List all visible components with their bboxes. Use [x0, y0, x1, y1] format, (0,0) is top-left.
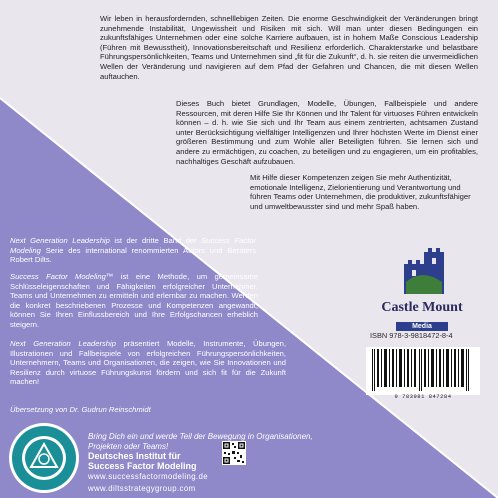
book-title-2: Next Generation Leadership [10, 339, 116, 348]
intro-paragraph: Wir leben in herausfordernden, schnelllebigen Zeiten. Die enorme Geschwindigkeit der Veränderungen bringt zunehmende Instabilität, Ungewissheit und Risiken mit sich. Will man unter diesen Bedingungen ein zukunftsfähiges Unternehmen oder eine solche Karriere aufbauen, ist in hohem Maße Conscious Leadership (Führen mit Bewusstheit), Innovationsbereitschaft und Resilienz erforderlich. Charakterstarke und belastbare Führungspersönlichkeiten, Teams und Unternehmen sind „fit für die Zukunft“, d. h. sie reiten die unvermeidlichen Wellen der Veränderung und navigieren auf dem Pfad der Gefahren und Chancen, die mit diesen Wellen auftauchen. [100, 14, 478, 81]
series-name: Success Factor Modeling [10, 236, 256, 255]
method-name: Success Factor Modeling™ [10, 272, 114, 281]
call-to-action: Bring Dich ein und werde Teil der Bewegung in Organisationen, Projekten oder Teams! [88, 432, 313, 451]
publisher-name: Castle Mount [381, 300, 463, 315]
series-text-rest: Serie des international renommierten Autors und Beraters Robert Dilts. [10, 245, 256, 265]
institute-seal-icon [8, 422, 80, 494]
series-text-mid: ist der dritte Band der [109, 236, 202, 245]
barcode-icon [366, 347, 480, 395]
publisher-logo [368, 301, 476, 333]
method-paragraph [10, 272, 258, 330]
institute-name-line2: Success Factor Modeling [88, 461, 197, 471]
series-paragraph [10, 236, 256, 265]
institute-name [88, 451, 197, 471]
institute-url[interactable]: www.successfactormodeling.de [88, 472, 208, 481]
translation-credit: Übersetzung von Dr. Gudrun Reinschmidt [10, 405, 151, 414]
book-title: Next Generation Leadership [10, 236, 110, 245]
dilts-url[interactable]: www.diltsstrategygroup.com [88, 484, 196, 493]
institute-name-line1: Deutsches Institut für [88, 451, 181, 461]
qr-code-icon[interactable] [222, 441, 246, 465]
publisher-sub: Media [396, 322, 448, 331]
description-paragraph: Dieses Buch bietet Grundlagen, Modelle, Übungen, Fallbeispiele und andere Ressourcen, mit deren Hilfe Sie Ihr Können und Ihr Talent für virtuoses Führen entwickeln können – d. h. wie Sie sich und Ihr Team aus einem zentrierten, achtsamen Zustand unter Berücksichtigung vielfältiger Intelligenzen und Ihrer höchsten Werte im Dienst einer größeren Bestimmung und zum Wohle aller Beteiligten führen. Sie lernen sich und andere zu ermächtigen, zu coachen, zu beteiligen und zu engagieren, um ein profitables, nachhaltiges Geschäft aufzubauen. [176, 99, 478, 166]
presentation-text: präsentiert Modelle, Instrumente, Übungen, Illustrationen und Fallbeispiele von erfolgreichen Führungspersönlichkeiten, Unternehmern, Teams und Organisationen, die zeigen, wie Sie Innovationen und Resilienz durch virtuose Führungskunst fördern und sich fit für die Zukunft machen! [10, 339, 286, 387]
competencies-paragraph: Mit Hilfe dieser Kompetenzen zeigen Sie mehr Authentizität, emotionale Intelligenz, Zielorientierung und Verantwortung und führen Teams oder Unternehmen, die produktiver, zukunftsfähiger und umweltbewusster sind und mehr Spaß haben. [250, 173, 471, 211]
barcode-number: 9 783981 847284 [394, 393, 452, 400]
isbn-label: ISBN 978-3-9818472-8-4 [370, 331, 453, 340]
method-text: ist eine Methode, um gemeinsame Schlüsseleigenschaften und Fähigkeiten erfolgreicher Unternehmer, Teams und Unternehmen zu ermitteln und erlernbar zu machen. Werden die konkret beschriebenen Prozesse und Kompetenzen angewandt, können Sie Ihren Einflussbereich und Ihre Erfolgschancen erheblich steigern. [10, 272, 259, 329]
castle-mount-logo-icon [402, 238, 446, 294]
presentation-paragraph [10, 339, 286, 387]
